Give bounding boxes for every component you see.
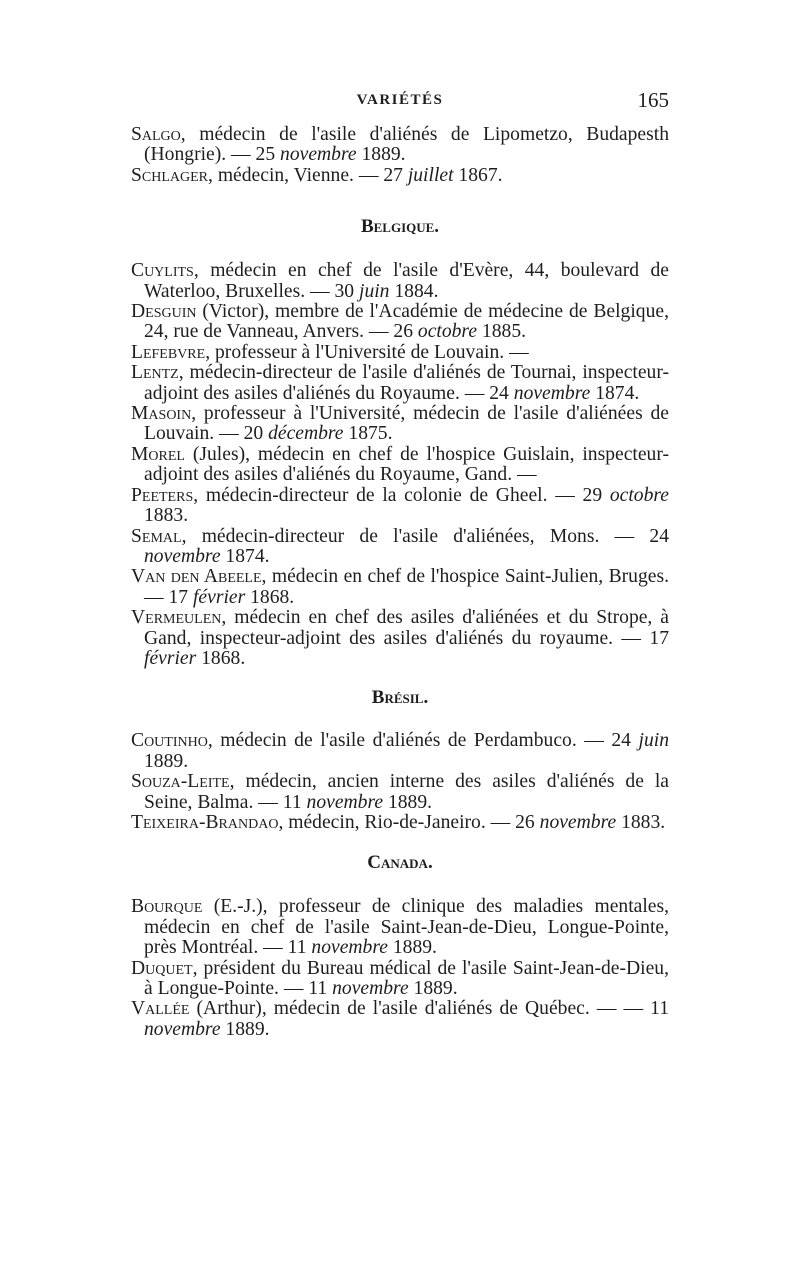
list-item	[131, 445, 669, 486]
person-name: Vermeulen	[131, 607, 222, 629]
entry-year: 1889.	[408, 978, 458, 999]
entry-text: , président du Bureau médical de l'asile Saint-Jean-de-Dieu, à Longue-Pointe. — 11	[144, 957, 669, 999]
entry-year: 1868.	[196, 647, 246, 669]
entry-text: , médecin en chef de l'hospice Saint-Julien, Bruges. — 17	[144, 566, 669, 608]
entry-date: novembre	[513, 382, 591, 404]
list-item	[131, 125, 669, 166]
running-title: VARIÉTÉS	[356, 92, 444, 108]
person-name: Duquet	[131, 957, 193, 979]
entry-text: , professeur à l'Université de Louvain. —	[205, 341, 529, 363]
person-name: Salgo	[131, 124, 181, 145]
section-belgique	[131, 261, 669, 669]
list-item	[131, 959, 669, 1000]
entry-year: 1883.	[616, 811, 666, 833]
entry-date: novembre	[280, 144, 357, 166]
body-text	[131, 125, 669, 1040]
entry-date: juillet	[407, 164, 454, 186]
entry-year: 1867.	[453, 164, 503, 186]
person-name: Peeters	[131, 484, 194, 506]
entry-date: octobre	[417, 321, 478, 343]
entry-text: , médecin, Vienne. — 27	[208, 164, 408, 186]
list-item	[131, 897, 669, 958]
entry-date: octobre	[609, 484, 669, 506]
entry-year: 1889.	[356, 144, 406, 166]
entry-year: 1874.	[220, 545, 270, 567]
entry-text: , médecin de l'asile d'aliénés de Perdambuco. — 24	[207, 730, 639, 752]
list-item	[131, 363, 669, 404]
list-item	[131, 731, 669, 772]
entry-year: 1868.	[245, 586, 295, 608]
person-name: Van den Abeele	[131, 566, 262, 588]
entry-year: 1889.	[383, 791, 433, 813]
entry-text: (E.-J.), professeur de clinique des maladies mentales, médecin en chef de l'asile Saint-Jean-de-Dieu, Longue-Pointe, près Montréal. — 11	[144, 896, 669, 959]
section-heading-bresil: Brésil.	[371, 687, 429, 709]
entry-date: juin	[359, 280, 390, 302]
person-name: Cuylits	[131, 260, 194, 282]
person-name: Coutinho	[131, 730, 208, 752]
entry-year: 1883.	[144, 505, 189, 527]
entry-text: , médecin, ancien interne des asiles d'aliénés de la Seine, Balma. — 11	[144, 771, 669, 813]
section-heading-canada: Canada.	[367, 852, 433, 874]
person-name: Teixeira-Brandao	[131, 811, 279, 833]
entry-date: février	[192, 586, 246, 608]
section-bresil	[131, 731, 669, 833]
person-name: Lefebvre	[131, 341, 206, 363]
entry-date: novembre	[306, 791, 384, 813]
list-item	[131, 486, 669, 527]
list-item	[131, 527, 669, 568]
entry-date: novembre	[332, 978, 409, 999]
entry-text: , médecin de l'asile d'aliénés de Lipometzo, Budapesth (Hongrie). — 25	[144, 124, 669, 166]
entry-text: , médecin-directeur de la colonie de Gheel. — 29	[193, 484, 610, 506]
person-name: Bourque	[131, 896, 203, 918]
entry-date: juin	[638, 730, 669, 752]
entry-text: , médecin-directeur de l'asile d'aliénées, Mons. — 24	[181, 525, 669, 547]
entry-year: 1885.	[477, 321, 527, 343]
entry-date: février	[144, 647, 197, 669]
person-name: Masoin	[131, 403, 192, 425]
entry-date: novembre	[311, 937, 388, 959]
entry-year: 1889.	[387, 937, 437, 959]
entry-text: , professeur à l'Université, médecin de l'asile d'aliénées de Louvain. — 20	[144, 403, 669, 445]
list-item	[131, 302, 669, 343]
entry-year: 1884.	[389, 280, 439, 302]
entry-text: (Jules), médecin en chef de l'hospice Guislain, inspecteur-adjoint des asiles d'aliénés du Royaume, Gand. —	[144, 443, 669, 486]
list-item	[131, 166, 669, 186]
person-name: Schlager	[131, 164, 209, 186]
entry-text: , médecin, Rio-de-Janeiro. — 26	[278, 811, 540, 833]
person-name: Souza-Leite	[131, 771, 230, 793]
running-head	[0, 88, 800, 118]
list-item	[131, 404, 669, 445]
person-name: Desguin	[131, 301, 197, 323]
entry-date: novembre	[144, 1018, 221, 1040]
section-canada	[131, 897, 669, 1040]
list-item	[131, 608, 669, 669]
person-name: Vallée	[131, 998, 190, 1020]
list-item	[131, 999, 669, 1040]
entry-year: 1875.	[343, 423, 393, 445]
entry-date: décembre	[268, 423, 344, 445]
entry-text: (Victor), membre de l'Académie de médecine de Belgique, 24, rue de Vanneau, Anvers. — 26	[144, 301, 669, 343]
list-item	[131, 261, 669, 302]
entry-year: 1874.	[590, 382, 640, 404]
entry-date: novembre	[144, 545, 221, 567]
entry-text: , médecin en chef des asiles d'aliénées et du Strope, à Gand, inspecteur-adjoint des asiles d'aliénés du royaume. — 17	[144, 607, 669, 649]
person-name: Lentz	[131, 362, 179, 384]
list-item	[131, 343, 669, 363]
person-name: Morel	[131, 443, 185, 465]
page-number: 165	[637, 88, 669, 112]
entry-text: , médecin-directeur de l'asile d'aliénés de Tournai, inspecteur-adjoint des asiles d'aliénés du Royaume. — 24	[144, 362, 669, 404]
entry-text: (Arthur), médecin de l'asile d'aliénés de Québec. — — 11	[189, 998, 669, 1020]
entry-year: 1889.	[144, 750, 189, 772]
entry-year: 1889.	[220, 1018, 270, 1040]
section-heading-belgique: Belgique.	[360, 216, 440, 238]
list-item	[131, 813, 669, 833]
entry-text: , médecin en chef de l'asile d'Evère, 44, boulevard de Waterloo, Bruxelles. — 30	[144, 260, 669, 302]
intro-entries	[131, 125, 669, 186]
person-name: Semal	[131, 525, 182, 547]
list-item	[131, 772, 669, 813]
list-item	[131, 567, 669, 608]
entry-date: novembre	[539, 811, 617, 833]
